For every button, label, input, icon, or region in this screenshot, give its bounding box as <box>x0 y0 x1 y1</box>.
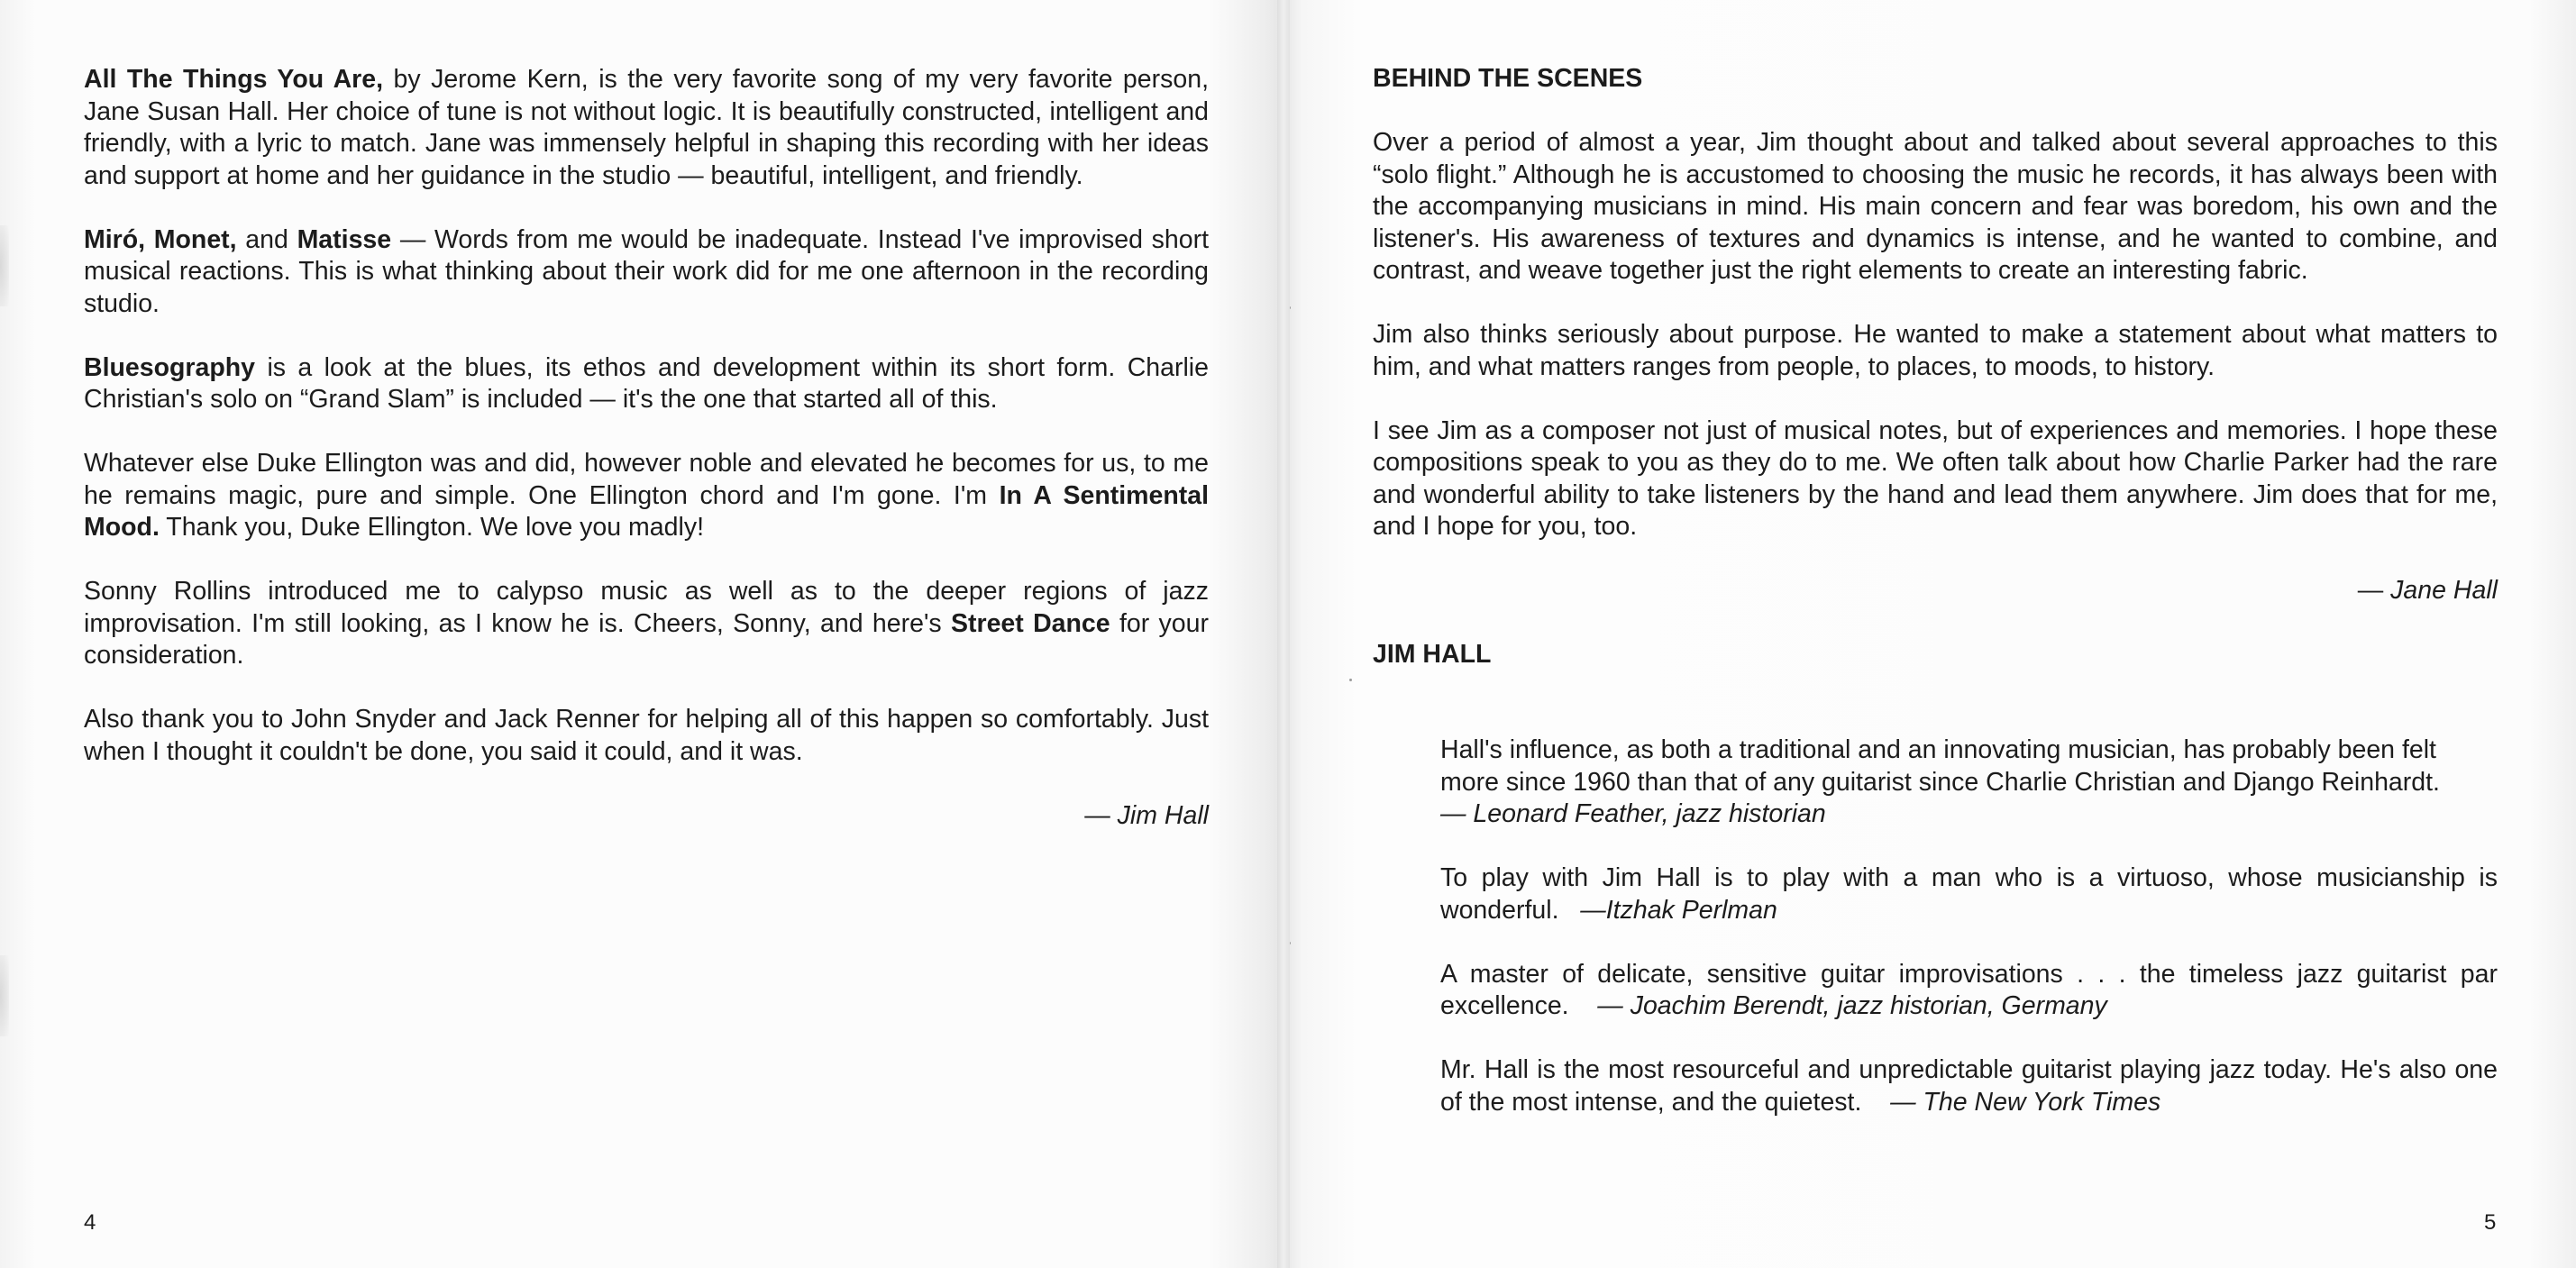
left-page-text <box>84 64 1209 864</box>
quote-source: —Itzhak Perlman <box>1580 895 1777 925</box>
quote-perlman <box>1440 862 2498 926</box>
signature-name: Jane Hall <box>2390 576 2498 605</box>
song-title: Miró, Monet, <box>84 224 237 254</box>
song-title: All The Things You Are, <box>84 65 384 94</box>
page-edge-shadow <box>0 225 9 306</box>
signature-jim-hall <box>84 800 1209 833</box>
paragraph-street-dance <box>84 576 1209 672</box>
signature-dash: — <box>1084 800 1118 830</box>
quote-text: To play with Jim Hall is to play with a man who is a virtuoso, whose musicianship is wonderful. <box>1440 863 2498 925</box>
page-number-right: 5 <box>2484 1210 2497 1235</box>
quote-source: — The New York Times <box>1890 1087 2161 1117</box>
quote-text: A master of delicate, sensitive guitar improvisations . . . the timeless jazz guitarist par excellence. <box>1440 959 2498 1020</box>
page-edge-shadow <box>0 955 9 1036</box>
song-title: Bluesography <box>84 352 256 382</box>
paragraph-text: Sonny Rollins introduced me to calypso music as well as to the deeper regions of jazz improvisation. I'm still looking, as I know he is. Cheers, Sonny, and here's <box>84 577 1209 638</box>
paragraph-all-the-things <box>84 64 1209 192</box>
quote-source: — Leonard Feather, jazz historian <box>1440 799 1826 828</box>
paragraph-solo-flight: Over a period of almost a year, Jim thought about and talked about several approaches to this “solo flight.” Although he is accustomed to choosing the music he records, it has always been with the accompanying musicians in mind. His main concern and fear was boredom, his own and the listener's. His awareness of textures and dynamics is intense, and he wanted to combine, and contrast, and weave together just the right elements to create an interesting fabric. <box>1373 128 2498 285</box>
paragraph-ellington <box>84 448 1209 544</box>
paragraph-text: for your consideration. <box>84 608 1209 670</box>
paragraph-composer: I see Jim as a composer not just of musical notes, but of experiences and memories. I hope these compositions speak to you as they do to me. We often talk about how Charlie Parker had the rare and wonderful ability to take listeners by the hand and lead them anywhere. Jim does that for me, and I hope for you, too. <box>1373 415 2498 541</box>
paragraph-miro-monet-matisse <box>84 224 1209 321</box>
paragraph-thanks: Also thank you to John Snyder and Jack Renner for helping all of this happen so comfortably. Just when I thought it couldn't be done, you said it could, and it was. <box>84 705 1209 766</box>
song-title: Street Dance <box>950 608 1110 638</box>
paragraph-purpose: Jim also thinks seriously about purpose. He wanted to make a statement about what matters to him, and what matters ranges from people, to places, to moods, to history. <box>1373 320 2498 381</box>
page-speck <box>1349 679 1352 681</box>
song-title: In A Sentimental Mood. <box>84 480 1209 542</box>
quote-text: Mr. Hall is the most resourceful and unpredictable guitarist playing jazz today. He's also one of the most intense, and the quietest. <box>1440 1055 2498 1117</box>
signature-dash: — <box>2357 576 2391 605</box>
heading-behind-the-scenes: BEHIND THE SCENES <box>1373 64 1643 93</box>
paragraph-text: Thank you, Duke Ellington. We love you madly! <box>159 513 704 542</box>
quote-nyt <box>1440 1054 2498 1118</box>
quote-text: Hall's influence, as both a traditional and an innovating musician, has probably been felt more since 1960 than that of any guitarist since Charlie Christian and Django Reinhardt. <box>1440 735 2440 797</box>
press-quotes <box>1440 734 2498 1151</box>
paragraph-text: Whatever else Duke Ellington was and did, however noble and elevated he becomes for us, to me he remains magic, pure and simple. One Ellington chord and I'm gone. I'm <box>84 449 1209 510</box>
book-gutter <box>1277 0 1290 1268</box>
heading-jim-hall: JIM HALL <box>1373 640 1492 669</box>
paragraph-text: and <box>236 224 297 254</box>
quote-berendt <box>1440 959 2498 1023</box>
quote-feather <box>1440 734 2498 831</box>
paragraph-text: is a look at the blues, its ethos and development within its short form. Charlie Christian's solo on “Grand Slam” is included — it's the one that started all of this. <box>84 352 1209 414</box>
paragraph-text: by Jerome Kern, is the very favorite song of my very favorite person, Jane Susan Hall. Her choice of tune is not without logic. It is beautifully constructed, intelligent and friendly, with a lyric to match. Jane was immensely helpful in shaping this recording with her ideas and support at home and her guidance in the studio — beautiful, intelligent, and friendly. <box>84 65 1209 190</box>
signature-name: Jim Hall <box>1117 800 1209 830</box>
right-page-text <box>1373 63 2498 703</box>
paragraph-text: — Words from me would be inadequate. Instead I've improvised short musical reactions. This is what thinking about their work did for me one afternoon in the recording studio. <box>84 224 1209 318</box>
song-title: Matisse <box>297 224 392 254</box>
left-page <box>0 0 1284 1268</box>
paragraph-bluesography <box>84 352 1209 416</box>
signature-jane-hall <box>1373 575 2498 607</box>
page-number-left: 4 <box>84 1210 96 1235</box>
quote-source: — Joachim Berendt, jazz historian, Germany <box>1597 991 2107 1020</box>
